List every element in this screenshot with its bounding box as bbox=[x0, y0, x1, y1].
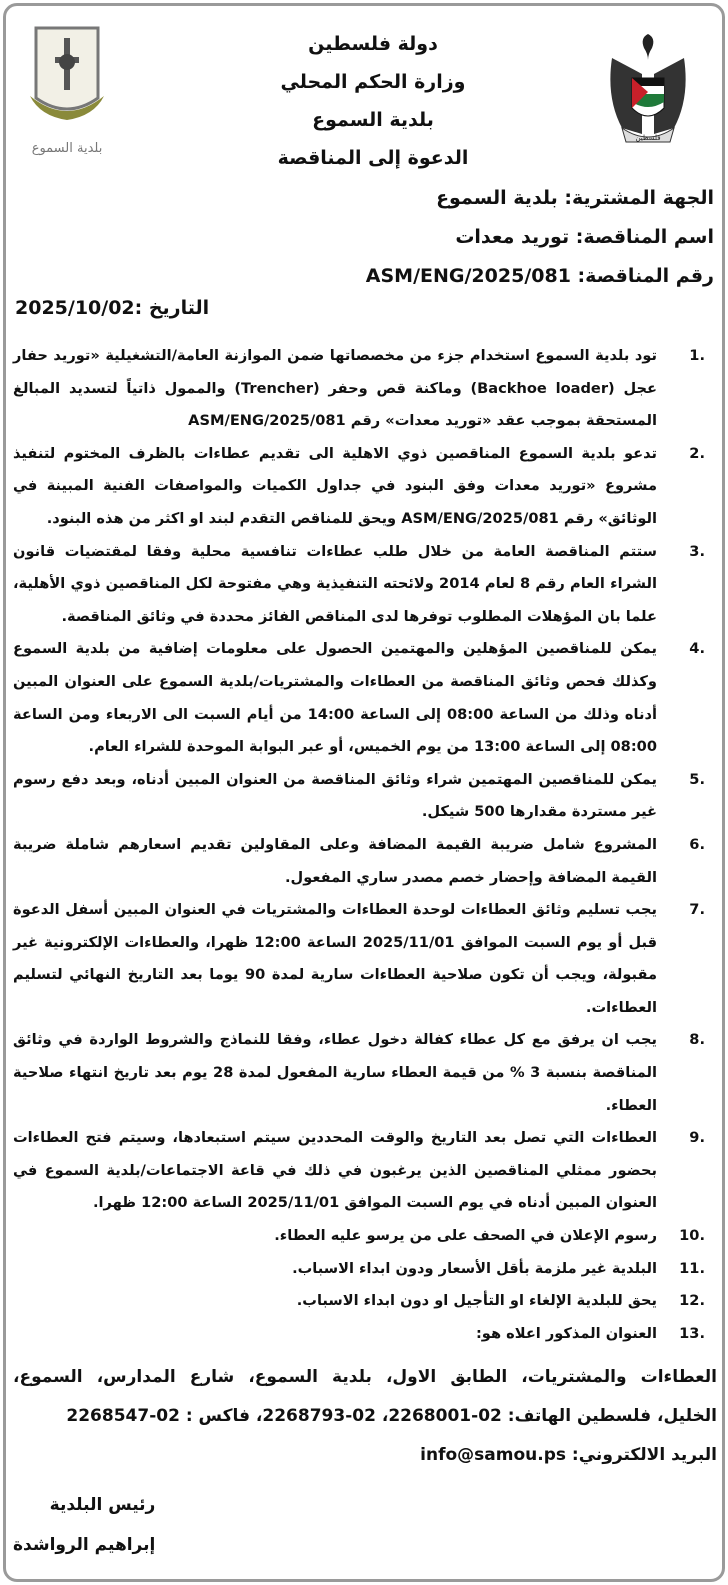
list-item bbox=[13, 536, 717, 634]
tender-terms-list bbox=[13, 340, 717, 1350]
list-item bbox=[13, 1318, 717, 1351]
item-number: 4. bbox=[689, 640, 705, 658]
list-item bbox=[13, 1253, 717, 1286]
item-text: يحق للبلدية الإلغاء او التأجيل او دون ابداء الاسباب. bbox=[296, 1292, 657, 1310]
address-block bbox=[13, 1358, 717, 1475]
item-number: 7. bbox=[689, 901, 705, 919]
signature-name: إبراهيم الرواشدة bbox=[13, 1535, 156, 1556]
item-text: العنوان المذكور اعلاه هو: bbox=[475, 1324, 657, 1342]
buyer: الجهة المشترية: بلدية السموع bbox=[436, 187, 714, 209]
item-text: يمكن للمناقصين المؤهلين والمهتمين الحصول على معلومات إضافية من بلدية السموع وكذلك فحص وثائق المناقصة من العطاءات والمشتريات/بلدية السموع على العنوان المبين أدناه وذلك من الساعة 08:00 إلى الساعة 14:00 من أيام السبت الى الاربعاء ومن الساعة 08:00 إلى الساعة 13:00 من يوم الخميس، أو عبر البوابة الموحدة للشراء العام. bbox=[13, 640, 657, 756]
item-number: 13. bbox=[679, 1324, 705, 1342]
item-text: المشروع شامل ضريبة القيمة المضافة وعلى المقاولين تقديم اسعارهم شاملة ضريبة القيمة المضافة وإحضار خصم مصدر ساري المفعول. bbox=[13, 835, 657, 886]
item-number: 2. bbox=[689, 444, 705, 462]
item-number: 5. bbox=[689, 770, 705, 788]
tender-date: التاريخ :2025/10/02 bbox=[15, 297, 210, 319]
list-item bbox=[13, 894, 717, 1024]
palestine-eagle-emblem-icon bbox=[604, 28, 692, 153]
item-text: يجب تسليم وثائق العطاءات لوحدة العطاءات والمشتريات في العنوان المبين أسفل الدعوة قبل أو يوم السبت الموافق 2025/11/01 الساعة 12:00 ظهرا، والعطاءات الإلكترونية غير مقبولة، ويجب أن تكون صلاحية العطاءات سارية لمدة 90 يوما بعد التاريخ النهائي لتسليم العطاءات. bbox=[13, 901, 657, 1016]
signature-area bbox=[13, 1475, 717, 1565]
list-item bbox=[13, 633, 717, 763]
signature-title: رئيس البلدية bbox=[49, 1495, 156, 1516]
list-item bbox=[13, 1285, 717, 1318]
list-item bbox=[13, 764, 717, 829]
samou-municipality-logo-icon bbox=[22, 20, 112, 165]
logo-label: بلدية السموع bbox=[31, 141, 103, 156]
item-number: 8. bbox=[689, 1031, 705, 1049]
tender-meta bbox=[366, 179, 714, 296]
list-item bbox=[13, 340, 717, 438]
header-line-municipality: بلدية السموع bbox=[312, 109, 434, 131]
header-line-invitation: الدعوة إلى المناقصة bbox=[277, 147, 469, 169]
item-text: يجب ان يرفق مع كل عطاء كفالة دخول عطاء، وفقا للنماذج والشروط الواردة في وثائق المناقصة بنسبة 3 % من قيمة العطاء سارية المفعول لمدة 28 يوم بعد تاريخ انتهاء صلاحية العطاء. bbox=[13, 1031, 657, 1114]
item-number: 10. bbox=[679, 1227, 705, 1245]
item-number: 1. bbox=[689, 347, 705, 364]
signature-block bbox=[13, 1485, 155, 1565]
tender-number: رقم المناقصة: ASM/ENG/2025/081 bbox=[365, 265, 714, 287]
item-text: ستتم المناقصة العامة من خلال طلب عطاءات تنافسية محلية وفقا لمقتضيات قانون الشراء العام رقم 8 لعام 2014 ولائحته التنفيذية وهي مفتوحة لكل المناقصين ذوي الأهلية، علما بان المؤهلات المطلوب توفرها لدى المناقص الفائز محددة في وثائق المناقصة. bbox=[13, 542, 657, 625]
item-text: رسوم الإعلان في الصحف على من يرسو عليه العطاء. bbox=[274, 1227, 657, 1245]
item-number: 6. bbox=[689, 835, 705, 853]
item-number: 11. bbox=[679, 1259, 705, 1277]
item-number: 9. bbox=[689, 1129, 705, 1147]
list-item bbox=[13, 1122, 717, 1220]
item-text: يمكن للمناقصين المهتمين شراء وثائق المناقصة من العنوان المبين أدناه، وبعد دفع رسوم غير مستردة مقدارها 500 شيكل. bbox=[13, 770, 657, 821]
item-text: العطاءات التي تصل بعد التاريخ والوقت المحددين سيتم استبعادها، وسيتم فتح العطاءات بحضور ممثلي المناقصين الذين يرغبون في ذلك في قاعة الاجتماعات/بلدية السموع في العنوان المبين أدناه في يوم السبت الموافق 2025/11/01 الساعة 12:00 ظهرا. bbox=[13, 1129, 657, 1212]
emblem-label: فلسطين bbox=[635, 134, 661, 142]
item-text: تود بلدية السموع استخدام جزء من مخصصاتها ضمن الموازنة العامة/التشغيلية «توريد حفار عجل (Backhoe loader) وماكنة قص وحفر (Trencher) والممول ذاتياً لتسديد المبالغ المستحقة بموجب عقد «توريد معدات» رقم ASM/ENG/2025/081 bbox=[13, 347, 658, 430]
list-item bbox=[13, 1220, 717, 1253]
list-item bbox=[13, 829, 717, 894]
tender-name: اسم المناقصة: توريد معدات bbox=[455, 226, 714, 248]
list-item bbox=[13, 438, 717, 536]
header-line-ministry: وزارة الحكم المحلي bbox=[280, 71, 466, 93]
item-text: البلدية غير ملزمة بأقل الأسعار ودون ابداء الاسباب. bbox=[292, 1259, 657, 1277]
document-header bbox=[203, 25, 543, 177]
address-text: العطاءات والمشتريات، الطابق الاول، بلدية السموع، شارع المدارس، السموع، الخليل، فلسطين الهاتف: 02-2268001، 02-2268793، فاكس : 02-2268547 bbox=[13, 1367, 717, 1427]
item-number: 12. bbox=[679, 1292, 705, 1310]
document-frame bbox=[3, 3, 725, 1582]
item-text: تدعو بلدية السموع المناقصين ذوي الاهلية الى تقديم عطاءات بالظرف المختوم لتنفيذ مشروع «توريد معدات وفق البنود في جداول الكميات والمواصفات الفنية المبينة في الوثائق» رقم ASM/ENG/2025/081 ويحق للمناقص التقدم لبند او اكثر من هذه البنود. bbox=[13, 444, 657, 527]
list-item bbox=[13, 1024, 717, 1122]
header-line-state: دولة فلسطين bbox=[308, 33, 438, 55]
email: البريد الالكتروني: info@samou.ps bbox=[420, 1445, 717, 1466]
item-number: 3. bbox=[689, 542, 705, 560]
